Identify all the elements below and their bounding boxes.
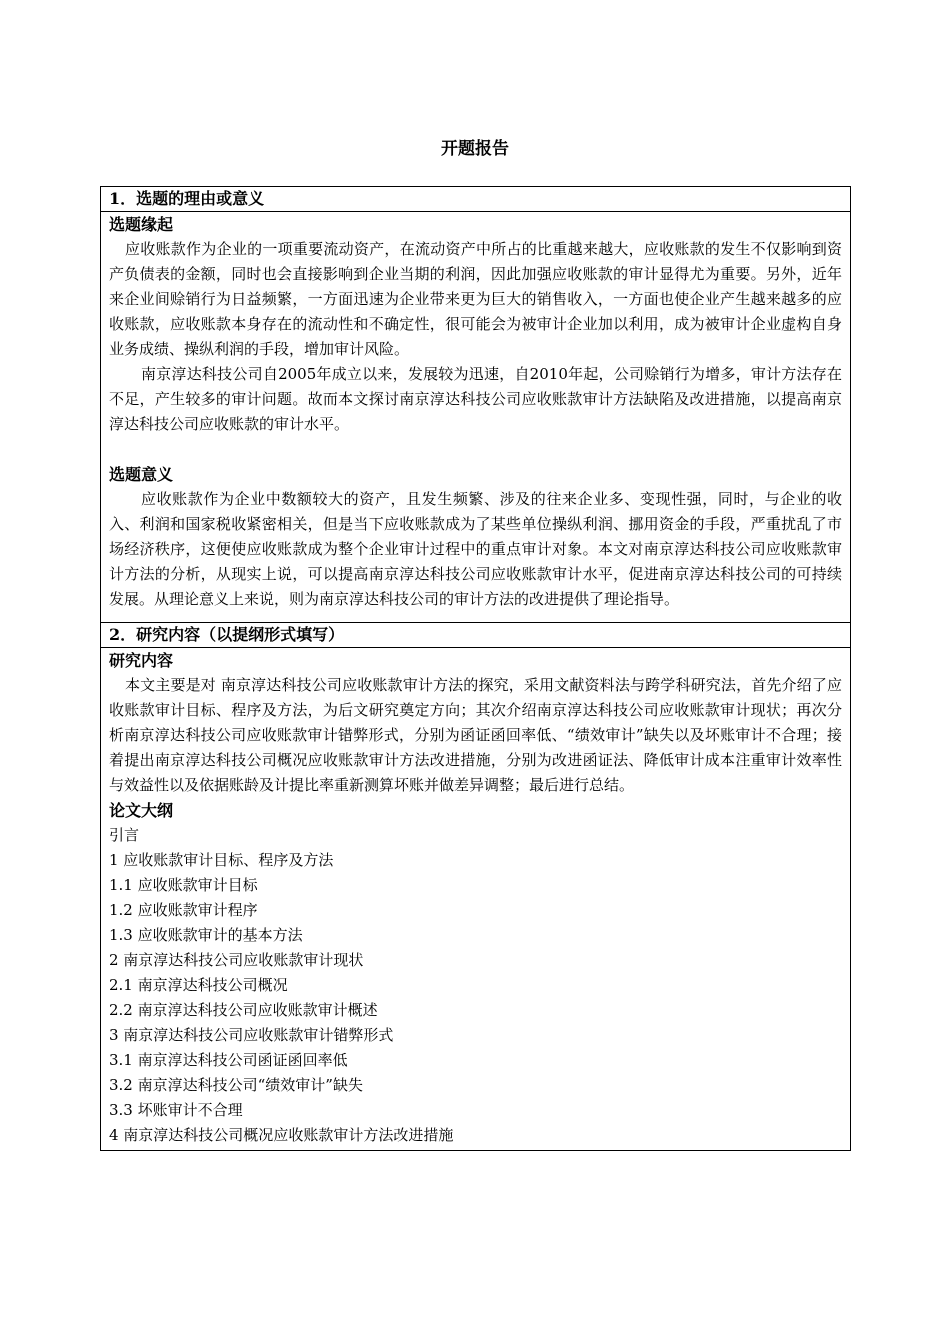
outline-item: 2.1 南京淳达科技公司概况 xyxy=(109,976,288,994)
page-title: 开题报告 xyxy=(441,139,509,159)
outline-item: 1.1 应收账款审计目标 xyxy=(109,876,258,894)
outline-item: 1.2 应收账款审计程序 xyxy=(109,901,258,919)
outline-item: 4 南京淳达科技公司概况应收账款审计方法改进措施 xyxy=(109,1126,454,1144)
outline-item: 3.2 南京淳达科技公司“绩效审计”缺失 xyxy=(109,1076,363,1094)
outline-item: 3.3 坏账审计不合理 xyxy=(109,1101,243,1119)
research-content-heading: 研究内容 xyxy=(109,651,174,670)
outline-heading: 论文大纲 xyxy=(109,801,174,820)
outline-item: 3 南京淳达科技公司应收账款审计错弊形式 xyxy=(109,1026,394,1044)
section-2-body xyxy=(101,648,851,1151)
outline-item: 1.3 应收账款审计的基本方法 xyxy=(109,926,303,944)
research-content-paragraph: 本文主要是对 南京淳达科技公司应收账款审计方法的探究，采用文献资料法与跨学科研究法，首先介绍了应收账款审计目标、程序及方法，为后文研究奠定方向；其次介绍南京淳达科技公司应收账款审计现状；再次分析南京淳达科技公司应收账款审计错弊形式，分别为函证函回率低、“绩效审计”缺失以及坏账审计不合理；接着提出南京淳达科技公司概况应收账款审计方法改进措施，分别为改进函证法、降低审计成本注重审计效率性与效益性以及依据账龄及计提比率重新测算坏账并做差异调整；最后进行总结。 xyxy=(109,676,842,794)
section-2-heading: 2．研究内容（以提纲形式填写） xyxy=(101,623,851,648)
origin-heading: 选题缘起 xyxy=(109,215,174,234)
significance-heading: 选题意义 xyxy=(109,465,174,484)
origin-paragraph-1: 应收账款作为企业的一项重要流动资产，在流动资产中所占的比重越来越大，应收账款的发生不仅影响到资产负债表的金额，同时也会直接影响到企业当期的利润，因此加强应收账款的审计显得尤为重要。另外，近年来企业间赊销行为日益频繁，一方面迅速为企业带来更为巨大的销售收入，一方面也使企业产生越来越多的应收账款，应收账款本身存在的流动性和不确定性，很可能会为被审计企业加以利用，成为被审计企业虚构自身业务成绩、操纵利润的手段，增加审计风险。 xyxy=(109,240,842,358)
blank-line xyxy=(109,437,842,462)
outline-list xyxy=(109,823,842,1148)
report-table xyxy=(100,186,851,1151)
outline-item: 1 应收账款审计目标、程序及方法 xyxy=(109,851,334,869)
outline-item: 2.2 南京淳达科技公司应收账款审计概述 xyxy=(109,1001,378,1019)
outline-item: 3.1 南京淳达科技公司函证函回率低 xyxy=(109,1051,348,1069)
outline-item: 2 南京淳达科技公司应收账款审计现状 xyxy=(109,951,364,969)
section-1-body xyxy=(101,212,851,623)
origin-paragraph-2: 南京淳达科技公司自2005年成立以来，发展较为迅速，自2010年起，公司赊销行为增多，审计方法存在不足，产生较多的审计问题。故而本文探讨南京淳达科技公司应收账款审计方法缺陷及改进措施，以提高南京淳达科技公司应收账款的审计水平。 xyxy=(109,365,842,433)
significance-paragraph: 应收账款作为企业中数额较大的资产，且发生频繁、涉及的往来企业多、变现性强，同时，与企业的收入、利润和国家税收紧密相关，但是当下应收账款成为了某些单位操纵利润、挪用资金的手段，严重扰乱了市场经济秩序，这便使应收账款成为整个企业审计过程中的重点审计对象。本文对南京淳达科技公司应收账款审计方法的分析，从现实上说，可以提高南京淳达科技公司应收账款审计水平，促进南京淳达科技公司的可持续发展。从理论意义上来说，则为南京淳达科技公司的审计方法的改进提供了理论指导。 xyxy=(109,490,842,608)
section-1-heading: 1．选题的理由或意义 xyxy=(101,187,851,212)
outline-item: 引言 xyxy=(109,826,140,844)
